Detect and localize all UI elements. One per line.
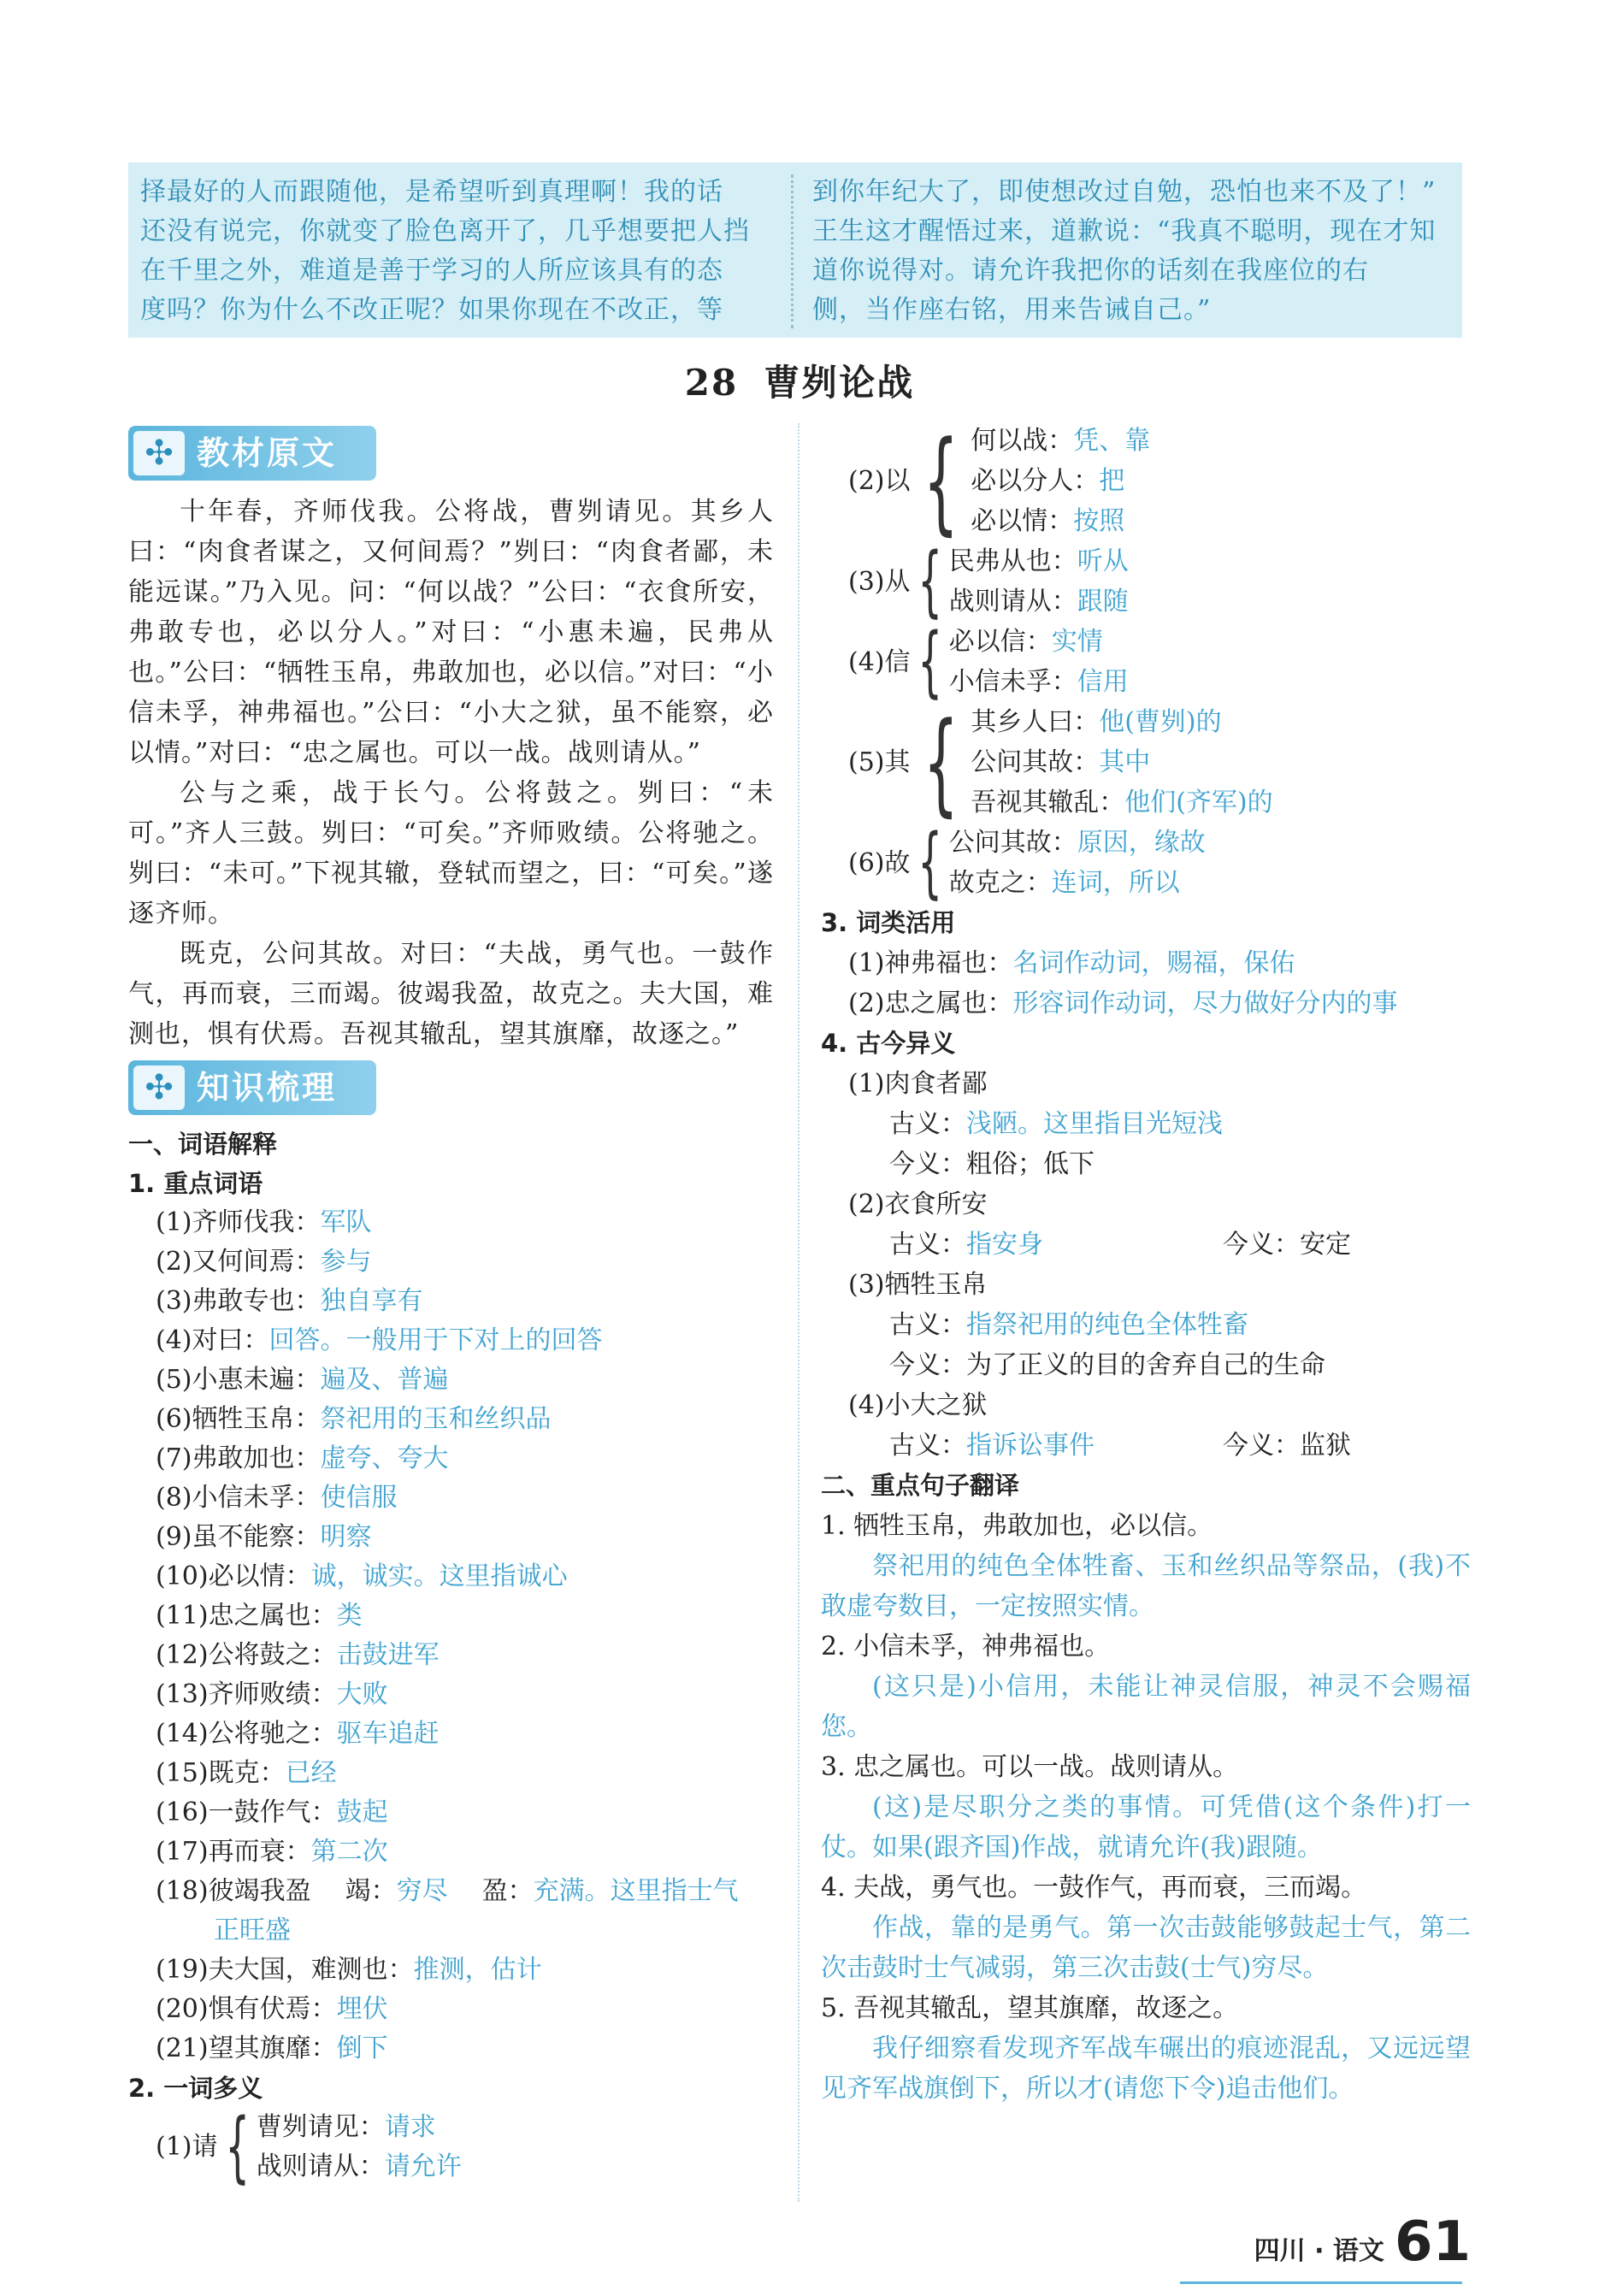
vocab-item: (9)虽不能察：明察 — [156, 1522, 372, 1552]
gujin-ancient: 古义：浅陋。这里指目光短浅 — [889, 1109, 1223, 1139]
page-number: 61 — [1394, 2210, 1471, 2274]
vocab-item: (16)一鼓作气：鼓起 — [156, 1797, 388, 1827]
vocab-item: (11)忠之属也：类 — [156, 1601, 363, 1631]
subsection-heading: 3. 词类活用 — [821, 908, 956, 937]
section-badge-knowledge — [128, 1060, 376, 1115]
sentence: 3. 忠之属也。可以一战。战则请从。 — [821, 1752, 1239, 1782]
vocab-item: (12)公将鼓之：击鼓进军 — [156, 1640, 440, 1670]
gujin-term: (1)肉食者鄙 — [848, 1069, 988, 1099]
gujin-ancient: 古义：指祭祀用的纯色全体牲畜 — [889, 1310, 1248, 1340]
vocab-item: (14)公将驰之：驱车追赶 — [156, 1719, 440, 1749]
text-line: 到你年纪大了，即使想改过自勉，恐怕也来不及了！” — [812, 177, 1437, 207]
vocab-item: (3)弗敢专也：独自享有 — [156, 1286, 423, 1316]
vocab-item: (7)弗敢加也：虚夸、夸大 — [156, 1443, 449, 1473]
translation: (这只是)小信用，未能让神灵信服，神灵不会赐福您。 — [821, 1672, 1471, 1742]
vocab-item: (10)必以情：诚，诚实。这里指诚心 — [156, 1561, 568, 1591]
brace-icon: { — [917, 817, 942, 907]
compress-icon: ✣ — [133, 1065, 185, 1110]
continuation-box — [128, 162, 1462, 338]
brace-icon: { — [224, 2102, 250, 2192]
translation: 祭祀用的纯色全体牲畜、玉和丝织品等祭品，(我)不敢虚夸数目，一定按照实情。 — [821, 1551, 1471, 1621]
sentence: 2. 小信未孚，神弗福也。 — [821, 1632, 1111, 1662]
badge-label: 教材原文 — [197, 434, 338, 472]
polysemy-group: (3)从 { 民弗从也：听从 战则请从：跟随 — [848, 536, 1129, 626]
text-line: 王生这才醒悟过来，道歉说：“我真不聪明，现在才知 — [812, 216, 1437, 246]
gujin-term: (2)衣食所安 — [848, 1189, 988, 1219]
gujin-term: (3)牺牲玉帛 — [848, 1270, 988, 1300]
sentence: 4. 夫战，勇气也。一鼓作气，再而衰，三而竭。 — [821, 1873, 1367, 1903]
brace-icon: { — [923, 416, 959, 546]
badge-label: 知识梳理 — [197, 1069, 338, 1107]
vocab-item: (4)对曰：回答。一般用于下对上的回答 — [156, 1325, 603, 1355]
vocab-item: (8)小信未孚：使信服 — [156, 1483, 398, 1513]
vocab-item: (18)彼竭我盈 竭：穷尽 盈：充满。这里指士气 — [156, 1876, 739, 1906]
vocab-item: (1)齐师伐我：军队 — [156, 1207, 372, 1237]
vocab-item: (17)再而衰：第二次 — [156, 1837, 388, 1867]
brace-icon: { — [917, 536, 942, 626]
lesson-number: 28 — [684, 362, 739, 404]
gujin-modern: 今义：为了正义的目的舍弃自己的生命 — [889, 1350, 1325, 1380]
continuation-right — [812, 173, 1445, 330]
subsection-heading: 2. 一词多义 — [128, 2074, 263, 2103]
polysemy-group: (4)信 { 必以信：实情 小信未孚：信用 — [848, 617, 1129, 706]
translation: (这)是尽职分之类的事情。可凭借(这个条件)打一仗。如果(跟齐国)作战，就请允许(我)跟随。 — [821, 1792, 1471, 1862]
text-line: 度吗？你为什么不改正呢？如果你现在不改正，等 — [140, 295, 723, 325]
translation: 作战，靠的是勇气。第一次击鼓能够鼓起士气，第二次击鼓时士气减弱，第三次击鼓(士气)穷尽。 — [821, 1913, 1471, 1983]
column-divider — [791, 174, 794, 328]
vocab-item: (15)既克：已经 — [156, 1758, 337, 1788]
usage-item: (2)忠之属也：形容词作动词，尽力做好分内的事 — [848, 989, 1398, 1018]
gujin-modern: 今义：粗俗；低下 — [889, 1149, 1095, 1179]
vocab-item: (20)惧有伏焉：埋伏 — [156, 1994, 388, 2024]
continuation-left — [140, 173, 773, 330]
vocab-item: (2)又何间焉：参与 — [156, 1247, 372, 1277]
polysemy-group: (2)以 { 何以战：凭、靠 必以分人：把 必以情：按照 — [848, 416, 1151, 546]
text-line: 道你说得对。请允许我把你的话刻在我座位的右 — [812, 256, 1369, 286]
lesson-name: 曹刿论战 — [764, 362, 915, 404]
vocab-item: (19)夫大国，难测也：推测，估计 — [156, 1955, 542, 1985]
paragraph: 公与之乘，战于长勺。公将鼓之。刿曰：“未可。”齐人三鼓。刿曰：“可矣。”齐师败绩。公将驰之。刿曰：“未可。”下视其辙，登轼而望之，曰：“可矣。”遂逐齐师。 — [128, 778, 774, 929]
subsection-heading: 1. 重点词语 — [128, 1169, 263, 1198]
text-line: 择最好的人而跟随他，是希望听到真理啊！我的话 — [140, 177, 723, 207]
lesson-title — [0, 355, 1599, 406]
text-line: 侧，当作座右铭，用来告诫自己。” — [812, 295, 1212, 325]
brace-icon: { — [923, 697, 959, 828]
section-heading: 二、重点句子翻译 — [821, 1471, 1020, 1500]
usage-item: (1)神弗福也：名词作动词，赐福，保佑 — [848, 948, 1295, 978]
sentence: 1. 牺牲玉帛，弗敢加也，必以信。 — [821, 1511, 1213, 1541]
footer-label: 四川 · 语文 — [1254, 2236, 1384, 2266]
brace-icon: { — [917, 617, 942, 706]
polysemy-group: (1)请 { 曹刿请见：请求 战则请从：请允许 — [156, 2102, 462, 2192]
original-text — [128, 492, 774, 1054]
vocab-item: (21)望其旗靡：倒下 — [156, 2033, 388, 2063]
section-badge-original — [128, 426, 376, 481]
gujin-pair: 古义：指安身 今义：安定 — [889, 1230, 1351, 1260]
paragraph: 既克，公问其故。对曰：“夫战，勇气也。一鼓作气，再而衰，三而竭。彼竭我盈，故克之。夫大国，难测也，惧有伏焉。吾视其辙乱，望其旗靡，故逐之。” — [128, 939, 774, 1049]
column-divider — [798, 423, 800, 2202]
section-heading: 一、词语解释 — [128, 1130, 278, 1159]
paragraph: 十年春，齐师伐我。公将战，曹刿请见。其乡人曰：“肉食者谋之，又何间焉？”刿曰：“肉食者鄙，未能远谋。”乃入见。问：“何以战？”公曰：“衣食所安，弗敢专也，必以分人。”对曰：“小惠未遍，民弗从也。”公曰：“牺牲玉帛，弗敢加也，必以信。”对曰：“小信未孚，神弗福也。”公曰：“小大之狱，虽不能察，必以情。”对曰：“忠之属也。可以一战。战则请从。” — [128, 497, 774, 768]
polysemy-group: (6)故 { 公问其故：原因，缘故 故克之：连词，所以 — [848, 817, 1206, 907]
compress-icon: ✣ — [133, 431, 185, 475]
text-line: 还没有说完，你就变了脸色离开了，几乎想要把人挡 — [140, 216, 750, 246]
gujin-pair: 古义：指诉讼事件 今义：监狱 — [889, 1431, 1351, 1461]
vocab-item-continued: 正旺盛 — [214, 1915, 291, 1945]
vocab-item: (5)小惠未遍：遍及、普遍 — [156, 1365, 449, 1395]
footer-rule — [1180, 2281, 1462, 2284]
vocab-item: (13)齐师败绩：大败 — [156, 1679, 388, 1709]
vocab-section — [128, 1124, 778, 2192]
sentence: 5. 吾视其辙乱，望其旗靡，故逐之。 — [821, 1993, 1239, 2023]
text-line: 在千里之外，难道是善于学习的人所应该具有的态 — [140, 256, 723, 286]
right-column — [821, 416, 1471, 2109]
polysemy-group: (5)其 { 其乡人曰：他(曹刿)的 公问其故：其中 吾视其辙乱：他们(齐军)的 — [848, 697, 1273, 828]
subsection-heading: 4. 古今异义 — [821, 1029, 956, 1058]
gujin-term: (4)小大之狱 — [848, 1390, 988, 1420]
translation: 我仔细察看发现齐军战车碾出的痕迹混乱，又远远望见齐军战旗倒下，所以才(请您下令)追击他们。 — [821, 2033, 1471, 2104]
page-footer — [1254, 2210, 1471, 2274]
vocab-item: (6)牺牲玉帛：祭祀用的玉和丝织品 — [156, 1404, 552, 1434]
